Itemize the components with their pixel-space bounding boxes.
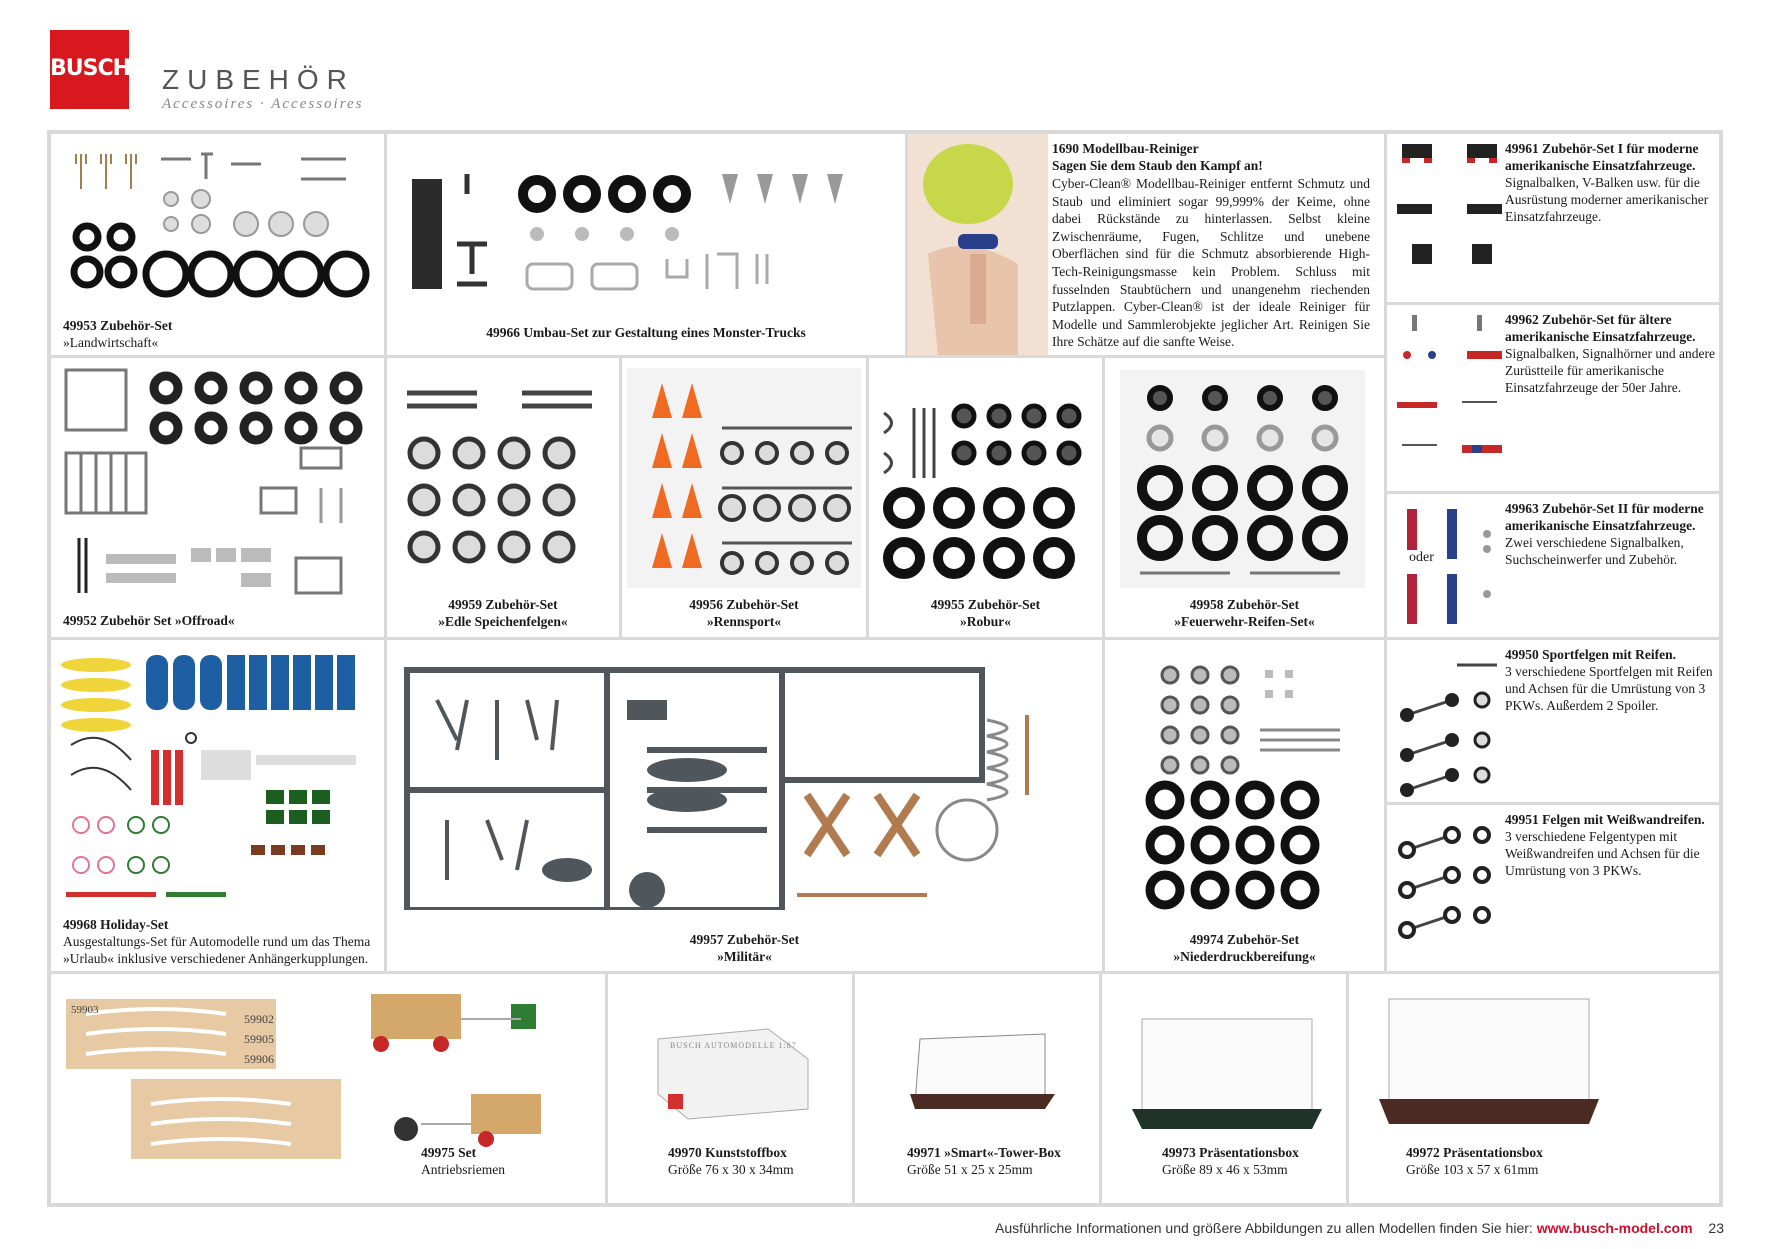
caption-49970 xyxy=(668,1144,794,1178)
desc-49958: »Feuerwehr-Reifen-Set« xyxy=(1174,614,1315,629)
title-1690: 1690 Modellbau-Reiniger xyxy=(1052,141,1199,156)
desc-1690: Cyber-Clean® Modellbau-Reiniger entfernt Schmutz und Staub und eliminiert sogar 99,999% der Keime, ohne dabei Rückstände zu hinterlassen. Selbst kleine Zwischenräume, Fugen, Schlitze und unebene Oberflächen sind für die Schmutz absorbierende High-Tech-Reinigungsmasse kein Problem. Schluss mit fusselnden Staubtüchern und unangenehm riechenden Putzlappen. Cyber-Clean® ist der ideale Reiniger für Modelle und Sammlerobjekte jeglicher Art. Reinigen Sie Ihre Schätze auf die sanfte Weise. xyxy=(1052,176,1370,350)
product-image-49952 xyxy=(51,358,384,608)
title-49957: 49957 Zubehör-Set xyxy=(689,932,800,947)
product-image-49956 xyxy=(622,358,866,588)
title-49953: 49953 Zubehör-Set xyxy=(63,318,173,333)
caption-49957 xyxy=(387,931,1102,965)
title-49963: 49963 Zubehör-Set II für moderne amerikanische Einsatzfahrzeuge. xyxy=(1505,501,1704,533)
page-number: 23 xyxy=(1708,1220,1724,1236)
product-49955 xyxy=(869,358,1102,637)
product-image-49950 xyxy=(1387,640,1505,800)
product-49972 xyxy=(1349,974,1719,1203)
product-49953 xyxy=(51,134,384,355)
product-49956 xyxy=(622,358,866,637)
title-49959: 49959 Zubehör-Set xyxy=(448,597,558,612)
product-49970 xyxy=(608,974,852,1203)
product-image-49953 xyxy=(51,134,384,304)
caption-49968 xyxy=(63,916,383,967)
product-image-49962 xyxy=(1387,305,1505,485)
caption-49973 xyxy=(1162,1144,1299,1178)
caption-49974 xyxy=(1105,931,1384,965)
oder-label-49963: oder xyxy=(1409,550,1434,565)
desc-49973: Größe 89 x 46 x 53mm xyxy=(1162,1162,1288,1177)
product-49951 xyxy=(1387,805,1719,971)
caption-49951 xyxy=(1505,811,1715,879)
title-49952: 49952 Zubehör Set »Offroad« xyxy=(63,613,235,628)
product-49963 xyxy=(1387,494,1719,637)
product-49971 xyxy=(855,974,1099,1203)
product-image-49957 xyxy=(387,640,1102,910)
product-1690 xyxy=(908,134,1384,355)
caption-49950 xyxy=(1505,646,1715,714)
product-49950 xyxy=(1387,640,1719,802)
caption-49958 xyxy=(1105,596,1384,630)
product-image-49975 xyxy=(51,974,605,1164)
desc-49963: Zwei verschiedene Signalbalken, Suchscheinwerfer und Zubehör. xyxy=(1505,535,1684,567)
busch-logo xyxy=(50,30,129,109)
logo-text: BUSCH xyxy=(50,56,131,81)
title-49971: 49971 »Smart«-Tower-Box xyxy=(907,1145,1061,1160)
desc-49950: 3 verschiedene Sportfelgen mit Reifen und Achsen für die Umrüstung von 3 PKWs. Außerdem 2 Spoiler. xyxy=(1505,664,1713,713)
product-image-49959 xyxy=(387,358,619,588)
product-49958 xyxy=(1105,358,1384,637)
product-49961 xyxy=(1387,134,1719,302)
product-image-49963 xyxy=(1387,494,1505,637)
desc-49951: 3 verschiedene Felgentypen mit Weißwandreifen und Achsen für die Umrüstung von 3 PKWs. xyxy=(1505,829,1700,878)
desc-49962: Signalbalken, Signalhörner und andere Zurüstteile für amerikanische Einsatzfahrzeuge der 50er Jahre. xyxy=(1505,346,1715,395)
product-image-49966 xyxy=(387,134,905,304)
product-image-1690 xyxy=(908,134,1048,355)
product-49974 xyxy=(1105,640,1384,971)
caption-49963 xyxy=(1505,500,1715,568)
product-image-49971 xyxy=(855,974,1099,1164)
desc-49956: »Rennsport« xyxy=(706,614,782,629)
caption-49961 xyxy=(1505,140,1715,225)
desc-49970: Größe 76 x 30 x 34mm xyxy=(668,1162,794,1177)
caption-49975 xyxy=(421,1144,505,1178)
caption-49962 xyxy=(1505,311,1715,396)
desc-49971: Größe 51 x 25 x 25mm xyxy=(907,1162,1033,1177)
product-49959 xyxy=(387,358,619,637)
desc-49972: Größe 103 x 57 x 61mm xyxy=(1406,1162,1539,1177)
product-image-49974 xyxy=(1105,640,1384,910)
footer xyxy=(995,1220,1724,1236)
title-49958: 49958 Zubehör-Set xyxy=(1189,597,1300,612)
product-49968 xyxy=(51,640,384,971)
page-subtitle: Accessoires · Accessoires xyxy=(162,96,364,112)
product-49957 xyxy=(387,640,1102,971)
product-49975 xyxy=(51,974,605,1203)
caption-49972 xyxy=(1406,1144,1543,1178)
title-49955: 49955 Zubehör-Set xyxy=(930,597,1041,612)
page-title: ZUBEHÖR xyxy=(162,64,355,95)
belt-label-1: 59902 xyxy=(244,1012,274,1026)
desc-49961: Signalbalken, V-Balken usw. für die Ausrüstung moderner amerikanischer Einsatzfahrzeuge. xyxy=(1505,175,1709,224)
caption-49959 xyxy=(387,596,619,630)
catalog-grid xyxy=(47,130,1723,1207)
product-image-49958 xyxy=(1105,358,1384,588)
caption-49956 xyxy=(622,596,866,630)
caption-49971 xyxy=(907,1144,1061,1178)
product-49973 xyxy=(1102,974,1346,1203)
product-49962 xyxy=(1387,305,1719,491)
title-49966: 49966 Umbau-Set zur Gestaltung eines Monster-Trucks xyxy=(486,325,806,340)
title-49974: 49974 Zubehör-Set xyxy=(1189,932,1300,947)
product-image-49968 xyxy=(51,640,384,910)
belt-label-3: 59906 xyxy=(244,1052,274,1066)
footer-text: Ausführliche Informationen und größere Abbildungen zu allen Modellen finden Sie hier: xyxy=(995,1220,1533,1236)
desc-49953: »Landwirtschaft« xyxy=(63,335,159,350)
title-49975: 49975 Set xyxy=(421,1145,477,1160)
product-image-49951 xyxy=(1387,805,1505,965)
desc-49968: Ausgestaltungs-Set für Automodelle rund um das Thema »Urlaub« inklusive verschiedener Anhängerkupplungen. xyxy=(63,934,371,966)
headline-1690: Sagen Sie dem Staub den Kampf an! xyxy=(1052,158,1263,173)
title-49968: 49968 Holiday-Set xyxy=(63,917,169,932)
box-label-49970: BUSCH AUTOMODELLE 1:87 xyxy=(670,1041,797,1050)
caption-49952 xyxy=(63,612,235,629)
caption-1690 xyxy=(1052,140,1370,174)
desc-49959: »Edle Speichenfelgen« xyxy=(438,614,568,629)
desc-49955: »Robur« xyxy=(959,614,1011,629)
product-image-49955 xyxy=(869,358,1102,588)
desc-49974: »Niederdruckbereifung« xyxy=(1173,949,1316,964)
belt-label-2: 59905 xyxy=(244,1032,274,1046)
product-image-49972 xyxy=(1349,974,1719,1164)
product-image-49970 xyxy=(608,974,852,1164)
desc-49957: »Militär« xyxy=(717,949,772,964)
belt-label-4: 59903 xyxy=(71,1004,99,1016)
desc-49975: Antriebsriemen xyxy=(421,1162,505,1177)
product-49952 xyxy=(51,358,384,637)
title-49973: 49973 Präsentationsbox xyxy=(1162,1145,1299,1160)
title-49962: 49962 Zubehör-Set für ältere amerikanische Einsatzfahrzeuge. xyxy=(1505,312,1696,344)
title-49951: 49951 Felgen mit Weißwandreifen. xyxy=(1505,812,1705,827)
caption-49955 xyxy=(869,596,1102,630)
title-49961: 49961 Zubehör-Set I für moderne amerikanische Einsatzfahrzeuge. xyxy=(1505,141,1699,173)
footer-url-link[interactable]: www.busch-model.com xyxy=(1536,1220,1693,1236)
title-49956: 49956 Zubehör-Set xyxy=(689,597,799,612)
product-image-49961 xyxy=(1387,134,1505,294)
caption-49953 xyxy=(63,317,172,351)
title-49972: 49972 Präsentationsbox xyxy=(1406,1145,1543,1160)
title-49950: 49950 Sportfelgen mit Reifen. xyxy=(1505,647,1676,662)
product-49966 xyxy=(387,134,905,355)
product-image-49973 xyxy=(1102,974,1346,1164)
caption-49966 xyxy=(387,324,905,341)
title-49970: 49970 Kunststoffbox xyxy=(668,1145,787,1160)
